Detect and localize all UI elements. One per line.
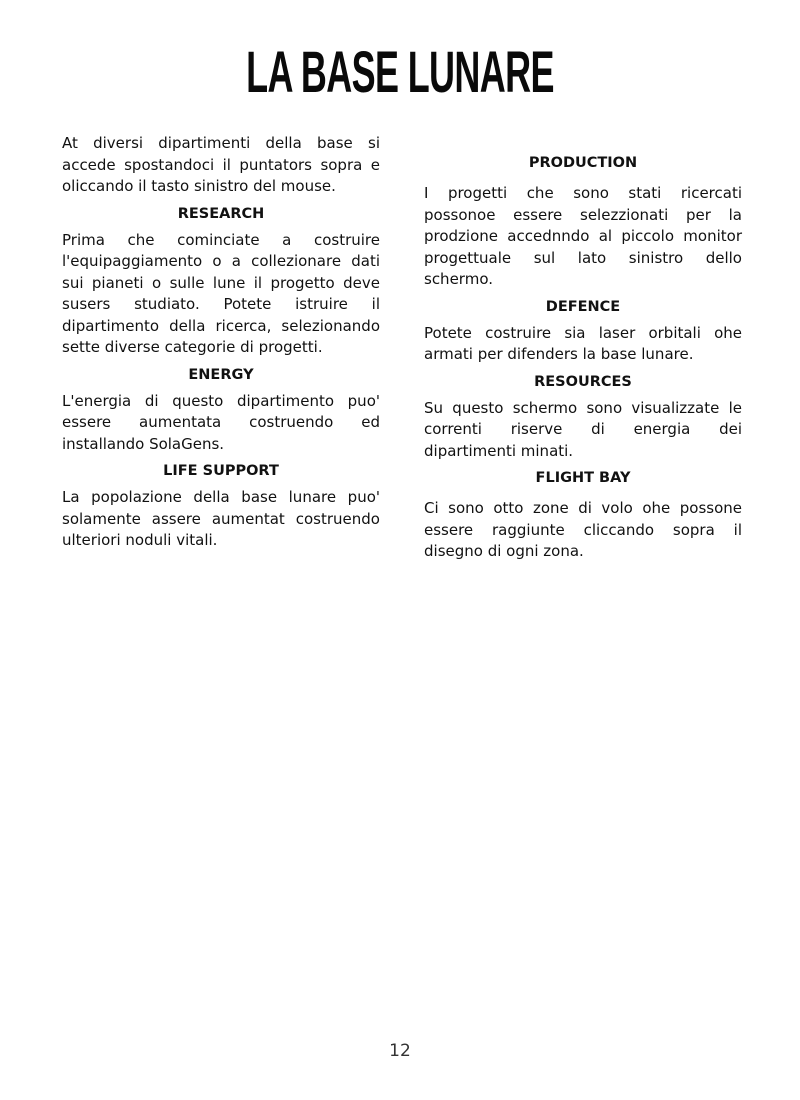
page-title: LA BASE LUNARE — [246, 40, 554, 105]
research-paragraph: Prima che cominciate a costruire l'equipaggiamento o a collezionare dati sui pianeti o sulle lune il progetto deve susers studiato. Potete istruire il dipartimento della ricerca, selezionando sette diverse categorie di progetti. — [62, 230, 380, 356]
intro-paragraph: At diversi dipartimenti della base si accede spostandoci il puntators sopra e oliccando il tasto sinistro del mouse. — [62, 134, 380, 195]
production-paragraph: I progetti che sono stati ricercati possonoe essere selezzionati per la prodzione accednndo al piccolo monitor progettuale sul lato sinistro dello schermo. — [424, 184, 742, 288]
defence-heading: DEFENCE — [545, 298, 621, 315]
left-column — [62, 133, 380, 552]
energy-paragraph: L'energia di questo dipartimento puo' essere aumentata costruendo ed installando SolaGens. — [62, 391, 380, 453]
page-number: 12 — [389, 1041, 411, 1061]
resources-paragraph: Su questo schermo sono visualizzate le correnti riserve di energia dei dipartimenti minati. — [424, 398, 742, 460]
resources-heading: RESOURCES — [534, 373, 632, 390]
flight-bay-paragraph: Ci sono otto zone di volo ohe possone essere raggiunte cliccando sopra il disegno di ogni zona. — [424, 499, 742, 560]
flight-bay-heading: FLIGHT BAY — [535, 470, 631, 486]
production-heading: PRODUCTION — [528, 155, 638, 171]
right-column — [424, 133, 742, 563]
defence-paragraph: Potete costruire sia laser orbitali ohe armati per difenders la base lunare. — [424, 323, 742, 363]
life-support-heading: LIFE SUPPORT — [163, 463, 279, 479]
life-support-paragraph: La popolazione della base lunare puo' solamente assere aumentat costruendo ulteriori noduli vitali. — [62, 488, 380, 549]
research-heading: RESEARCH — [177, 205, 265, 222]
energy-heading: ENERGY — [188, 366, 254, 383]
